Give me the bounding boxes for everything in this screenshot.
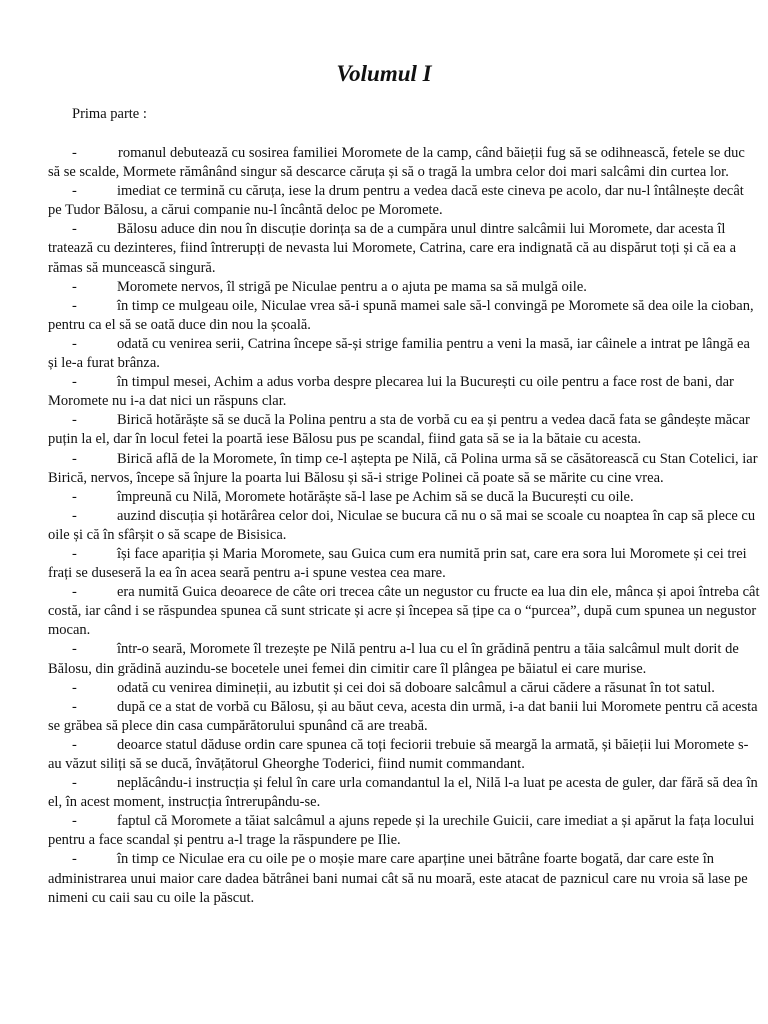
list-item-text: Bălosu aduce din nou în discuție dorința sa de a cumpăra unul dintre salcâmii lui Moromete, dar acesta îl tratează cu dezinteres, fiind întrerupți de nevasta lui Moromete, Catrina, care era indignată că au dispărut toți și că ea a rămas să muncească singură. xyxy=(48,221,737,276)
page-title: Volumul I xyxy=(336,61,432,86)
list-item-marker: - xyxy=(72,374,77,391)
list-item-text: Birică hotărăște să se ducă la Polina pentru a sta de vorbă cu ea și pentru a vedea dacă fata se gândește măcar puțin la el, dar în locul fetei la poartă iese Bălosu pus pe scandal, fiind gata să se ia la bătaie cu acesta. xyxy=(48,412,750,448)
list-item-text: neplăcându-i instrucția și felul în care urla comandantul la el, Nilă l-a luat pe acesta de guler, dar fără să dea în el, în acest moment, instrucția întrerupându-se. xyxy=(48,775,758,811)
list-item-marker: - xyxy=(72,278,77,295)
list-item-text: în timp ce mulgeau oile, Niculae vrea să-i spună mamei sale să-l convingă pe Moromete să dea oile la cioban, pentru ca el să se oată duce din nou la școală. xyxy=(48,297,754,333)
list-item xyxy=(48,220,760,277)
section-intro: Prima parte : xyxy=(72,106,147,122)
list-item xyxy=(48,583,760,640)
list-item-text: imediat ce termină cu căruța, iese la drum pentru a vedea dacă este cineva pe acolo, dar nu-l întâlnește decât pe Tudor Bălosu, a cărui companie nu-l încântă deloc pe Moromete. xyxy=(48,183,744,219)
list-item xyxy=(48,774,760,812)
list-item-text: era numită Guica deoarece de câte ori trecea câte un negustor cu fructe ea lua din ele, mânca și apoi întreba cât costă, iar când i se răspundea spunea că sunt stricate și acre și începea să țipe ca o “purcea”, după cum spunea un negustor mocan. xyxy=(48,584,760,639)
list-item xyxy=(48,411,760,449)
list-item-text: în timpul mesei, Achim a adus vorba despre plecarea lui la București cu oile pentru a face rost de bani, dar Moromete nu i-a dat nici un răspuns clar. xyxy=(48,374,734,410)
list-item-marker: - xyxy=(72,545,77,562)
list-item xyxy=(48,679,760,698)
list-item-text: după ce a stat de vorbă cu Bălosu, și au băut ceva, acesta din urmă, i-a dat banii lui Moromete pentru că acesta se grăbea să plece din casa cumpărătorului spunând că are treabă. xyxy=(48,698,758,734)
list-item-text: într-o seară, Moromete îl trezește pe Nilă pentru a-l lua cu el în grădină pentru a tăia salcâmul mult dorit de Bălosu, din grădină auzindu-se bocetele unei femei din cimitir care îl plângea pe băiatul ei care murise. xyxy=(48,641,739,677)
list-item xyxy=(48,640,760,678)
list-item xyxy=(48,144,760,182)
list-item-marker: - xyxy=(72,183,77,200)
list-item-text: odată cu venirea dimineții, au izbutit și cei doi să doboare salcâmul a cărui cădere a răsunat în tot satul. xyxy=(117,679,715,696)
list-item-text: auzind discuția și hotărârea celor doi, Niculae se bucura că nu o să mai se scoale cu noaptea în cap să plece cu oile și că în sfârșit o să scape de Bisisica. xyxy=(48,507,756,543)
list-item xyxy=(48,545,760,583)
list-item-marker: - xyxy=(72,679,77,696)
list-item-text: își face apariția și Maria Moromete, sau Guica cum era numită prin sat, care era sora lui Moromete și cei trei frați se duseseră la ea în acea seară pentru a-i spune vestea cea mare. xyxy=(48,545,747,582)
list-item-text: Birică află de la Moromete, în timp ce-l aștepta pe Nilă, că Polina urma să se căsătorească cu Stan Cotelici, iar Birică, nervos, începe să înjure la poarta lui Bălosu și să-i strige Polinei că poate să se mărite cu cine vrea. xyxy=(48,450,758,486)
list-item-marker: - xyxy=(72,145,77,161)
list-item-marker: - xyxy=(72,335,77,352)
list-item-marker: - xyxy=(72,584,77,601)
list-item-text: odată cu venirea serii, Catrina începe să-și strige familia pentru a veni la masă, iar câinele a intrat pe lângă ea și le-a furat brânza. xyxy=(48,335,750,372)
list-item xyxy=(48,698,760,736)
list-item-marker: - xyxy=(72,488,77,505)
list-item-text: în timp ce Niculae era cu oile pe o moșie mare care aparține unei bătrâne foarte bogată, dar care este în administrarea unui maior care dadea bătrânei bani numai cât să nu moară, este atacat de paznicul care nu vroia să lase pe nimeni cu caii sau cu oile la păscut. xyxy=(48,851,748,906)
list-item xyxy=(48,297,760,335)
list-item-text: deoarce statul dăduse ordin care spunea că toți feciorii trebuie să meargă la armată, și băieții lui Moromete s-au văzut siliți să se ducă, învățătorul Gheorghe Toderici, fiind numit commandant. xyxy=(48,736,749,772)
list-item-marker: - xyxy=(72,813,77,830)
list-item xyxy=(48,850,760,907)
list-item-text: faptul că Moromete a tăiat salcâmul a ajuns repede și la urechile Guicii, care imediat a și apărut la fața locului pentru a face scandal și pentru a-l trage la răspundere pe Ilie. xyxy=(48,813,755,849)
list-item xyxy=(48,335,760,373)
list-item xyxy=(48,450,760,488)
summary-list xyxy=(48,144,760,908)
list-item xyxy=(48,278,760,297)
list-item xyxy=(48,373,760,411)
list-item-marker: - xyxy=(72,736,77,753)
list-item xyxy=(48,812,760,850)
list-item-marker: - xyxy=(72,775,77,792)
list-item xyxy=(48,736,760,774)
list-item-text: împreună cu Nilă, Moromete hotărăște să-l lase pe Achim să se ducă la București cu oile. xyxy=(117,488,634,505)
list-item-marker: - xyxy=(72,851,77,868)
list-item-text: romanul debutează cu sosirea familiei Moromete de la camp, când băieții fug să se odihnească, fetele se duc să se scalde, Mormete rămânând singur să descarce căruța și să o tragă la umbra celor doi mari salcâmi din curtea lor. xyxy=(48,145,745,181)
list-item-marker: - xyxy=(72,297,77,314)
list-item-text: Moromete nervos, îl strigă pe Niculae pentru a o ajuta pe mama sa să mulgă oile. xyxy=(117,278,587,295)
list-item-marker: - xyxy=(72,698,77,715)
list-item-marker: - xyxy=(72,450,77,467)
list-item-marker: - xyxy=(72,221,77,238)
list-item xyxy=(48,507,760,545)
list-item xyxy=(48,488,760,507)
list-item-marker: - xyxy=(72,412,77,429)
list-item xyxy=(48,182,760,220)
list-item-marker: - xyxy=(72,641,77,658)
list-item-marker: - xyxy=(72,507,77,524)
